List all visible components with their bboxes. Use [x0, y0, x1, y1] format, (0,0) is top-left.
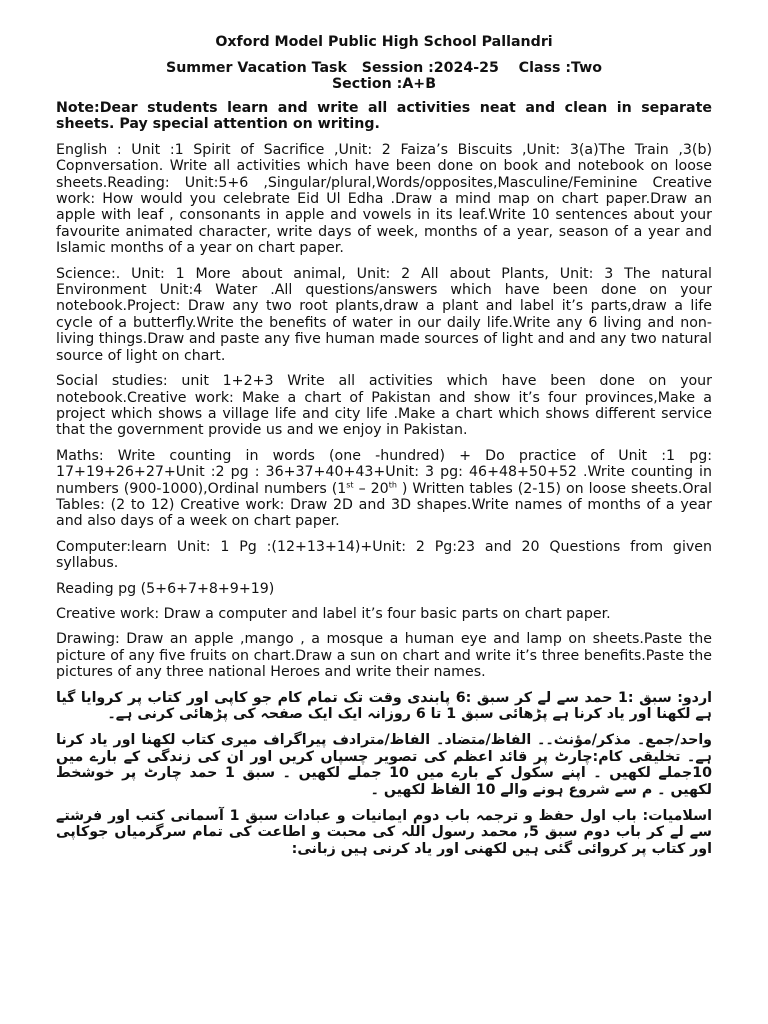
ordinal-th: th: [388, 479, 397, 489]
urdu-paragraph-2: واحد/جمع۔ مذکر/مؤنث۔۔ الفاظ/متضاد۔ الفاظ/مترادف پیراگراف میری کتاب لکھنا اور یاد کرنا ہے۔ تخلیقی کام:چارٹ پر قائد اعظم کی تصویر چسپاں کریں اور ان کی زندگی کے بارے میں 10جملے لکھیں ۔ اپنے سکول کے بارے میں 10 جملے لکھیں ۔ سبق 1 حمد چارٹ پر خوشخط لکھیں ۔ م سے شروع ہونے والے 10 الفاظ لکھیں ۔: [56, 732, 712, 798]
islamiat-paragraph: اسلامیات: باب اول حفظ و ترجمہ باب دوم ایمانیات و عبادات سبق 1 آسمانی کتب اور فرشتے سے لے کر باب دوم سبق 5, محمد رسول اللہ کی محبت و اطاعت کی تمام سرگرمیاں جوکاپی اور کتاب پر کروائی گئی ہیں لکھنی اور یاد کرنی ہیں زبانی:: [56, 808, 712, 857]
maths-paragraph: [56, 448, 712, 530]
section-line: Section :A+B: [331, 76, 437, 92]
school-title: Oxford Model Public High School Pallandri: [215, 34, 553, 50]
computer-paragraph: Computer:learn Unit: 1 Pg :(12+13+14)+Unit: 2 Pg:23 and 20 Questions from given syllabus.: [56, 538, 712, 572]
science-paragraph: Science:. Unit: 1 More about animal, Unit: 2 All about Plants, Unit: 3 The natural Environment Unit:4 Water .All questions/answers which have been done on your notebook.Project: Draw any two root plants,draw a plant and label it’s parts,draw a life cycle of a butterfly.Write the benefits of water in our daily life.Write any 6 living and non-living things.Draw and paste any five human made sources of light and and any two natural source of light on chart.: [56, 265, 712, 364]
creative-work-paragraph: Creative work: Draw a computer and label it’s four basic parts on chart paper.: [56, 605, 611, 622]
maths-text-1: Maths: Write counting in words (one -hundred) + Do practice of Unit :1 pg: 17+19+26+27+Unit :2 pg : 36+37+40+43+Unit: 3 pg: 46+48+50+52 .Write counting in numbers (900-1000),Ordinal numbers (1: [56, 447, 712, 497]
urdu-paragraph-1: اردو: سبق :1 حمد سے لے کر سبق :6 پابندی وقت تک تمام کام جو کاپی اور کتاب پر کروایا گیا ہے لکھنا اور یاد کرنا ہے پڑھائی سبق 1 تا 6 روزانہ ایک ایک صفحہ کی پڑھائی کرنی ہے۔: [56, 689, 712, 722]
drawing-paragraph: Drawing: Draw an apple ,mango , a mosque a human eye and lamp on sheets.Paste the picture of any five fruits on chart.Draw a sun on chart and write it’s three benefits.Paste the pictures of any three national Heroes and write their names.: [56, 631, 712, 681]
session-line: Summer Vacation Task Session :2024-25 Class :Two: [165, 60, 602, 76]
note-paragraph: Note:Dear students learn and write all activities neat and clean in separate sheets. Pay special attention on writing.: [56, 100, 712, 133]
maths-text-3: ) Written tables (2-15) on loose sheets.Oral Tables: (2 to 12) Creative work: Draw 2D and 3D shapes.Write names of months of a year and also days of a week on chart paper.: [56, 480, 713, 530]
social-studies-paragraph: Social studies: unit 1+2+3 Write all activities which have been done on your notebook.Creative work: Make a chart of Pakistan and show it’s four provinces,Make a project which shows a village life and city life .Make a chart which shows different service that the government provide us and we enjoy in Pakistan.: [56, 373, 712, 439]
maths-text-2: – 20: [353, 480, 389, 497]
ordinal-st: st: [346, 479, 354, 489]
reading-paragraph: Reading pg (5+6+7+8+9+19): [56, 580, 275, 597]
english-paragraph: English : Unit :1 Spirit of Sacrifice ,Unit: 2 Faiza’s Biscuits ,Unit: 3(a)The Train ,3(b) Copnversation. Write all activities which have been done on book and notebook on loose sheets.Reading: Unit:5+6 ,Singular/plural,Words/opposites,Masculine/Feminine Creative work: How would you celebrate Eid Ul Edha .Draw a mind map on chart paper.Draw an apple with leaf , consonants in apple and vowels in its leaf.Write 10 sentences about your favourite animated character, write days of week, months of a year, season of a year and Islamic months of a year on chart paper.: [56, 141, 712, 257]
